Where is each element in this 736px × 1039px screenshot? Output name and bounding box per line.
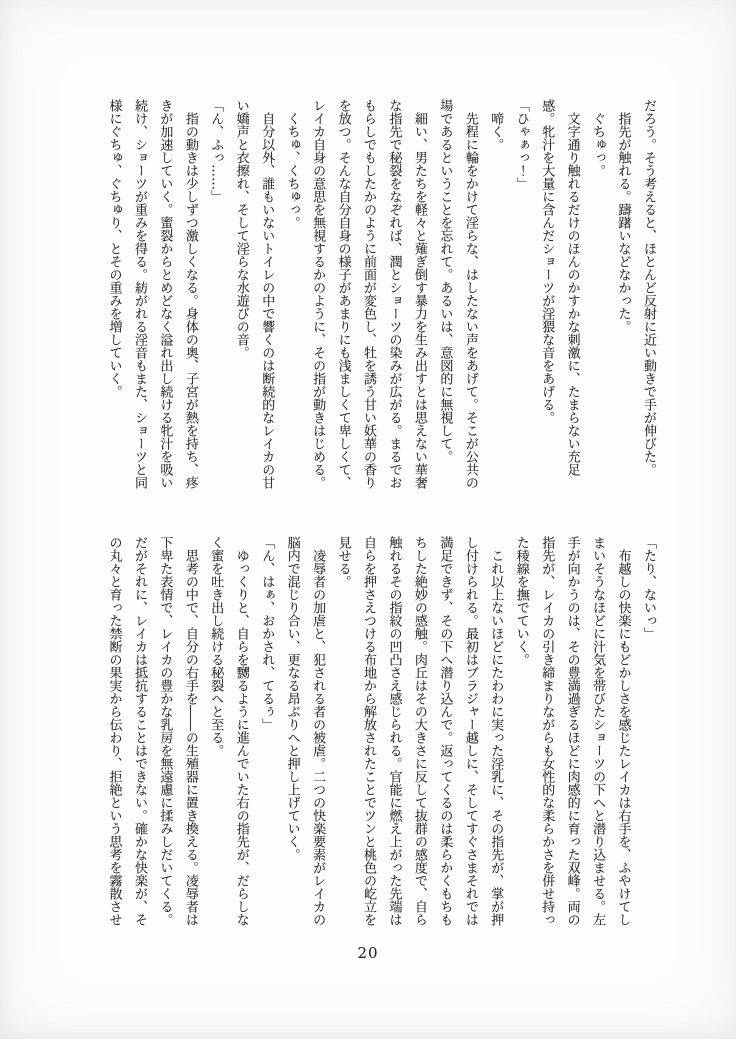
paragraph: 文字通り触れるだけのほんのかすかな刺激に、たまらない充足感。牝汁を大量に含んだショーツが淫猥な音をあげる。 [539, 99, 580, 476]
paragraph: 指先が触れる。躊躇いなどなかった。 [615, 112, 631, 333]
paragraph: 啼く。 [488, 112, 504, 151]
paragraph: 思考の中で、自分の右手を――の生殖器に置き換える。凌辱者は下卑た表情で、レイカの豊かな乳房を無遠慮に揉みしだいてくる。だがそれに、レイカは抵抗することはできない。確かな快楽が、その丸々と育った禁断の果実から伝わり、拒絶という思考を霧散させ [106, 536, 198, 926]
paragraph: これ以上ないほどにたわわに実った淫乳に、その指先が、掌が押し付けられる。最初はブラジャー越しに、そしてすぐさまそれでは満足できず、その下へ潜り込んで。返ってくるのは柔らかくもちもちした絶妙の感触。肉丘はその大きさに反して抜群の感度で、自ら触れるその指紋の凹凸さえ感じられる。官能に燃え上がった先端は自らを押さえつける布地から解放されたことでツンと桃色の屹立を見せる。 [335, 536, 504, 926]
paragraph: 先程に輪をかけて淫らな、はしたない声をあげて。そこが公共の場であるということを忘れて。あるいは、意図的に無視して。 [437, 99, 478, 489]
paragraph: 細い、男たちを軽々と薙ぎ倒す暴力を生み出すとは思えない華奢な指先で秘裂をなぞれば、潤とショーツの染みが広がる。まるでおもらしでもしたかのように前面が変色し、牡を誘う甘い妖華の香りを放つ。そんな自分自身の様子があまりにも浅ましくて卑しくて、レイカ自身の意思を無視するかのように、その指が動きはじめる。 [310, 99, 427, 489]
paragraph-dialogue: 「たり、ないっ」 [641, 536, 656, 640]
paragraph: ゆっくりと、自らを嬲るように進んでいた右の指先が、だらしなく蜜を吐き出し続ける秘裂へと至る。 [208, 536, 249, 926]
paragraph: 凌辱者の加虐と、犯される者の被虐。二つの快楽要素がレイカの脳内で混じり合い、更なる昂ぶりへと押し上げていく。 [284, 536, 326, 926]
paragraph-dialogue: 「ん、はぁ、おかされ、てるぅ」 [259, 536, 275, 731]
paragraph: ぐちゅっ。 [590, 112, 606, 177]
paragraph: くちゅ、くちゅっ。 [284, 112, 300, 229]
paragraph-dialogue: 「ひゃぁっ！」 [513, 99, 529, 190]
paragraph: 布越しの快楽にもどかしさを感じたレイカは右手を、ふやけてしまいそうなほどに汁気を帯びたショーツの下へと潜り込ませる。左手が向かうのは、その豊満過ぎるほどに肉感的に育った双峰。両の指先が、レイカの引き締まりながらも女性的な柔らかさを併せ持った稜線を撫でていく。 [513, 536, 631, 926]
paragraph-dialogue: 「ん、ふっ……」 [208, 99, 224, 203]
paragraph: 指の動きは少しずつ激しくなる。身体の奥、子宮が熱を持ち、疼きが加速していく。蜜裂からとめどなく溢れ出し続ける牝汁を吸い続け、ショーツが重みを得る。紡がれる淫音もまた、ショーツと同様にぐちゅ、ぐちゅり、とその重みを増していく。 [106, 99, 198, 489]
text-block-lower [97, 536, 661, 926]
paragraph: だろう。そう考えると、ほとんど反射に近い動きで手が伸びた。 [641, 99, 656, 476]
page-number: 20 [357, 944, 379, 962]
text-block-upper [97, 99, 661, 489]
paragraph: 自分以外、誰もいないトイレの中で響くのは断続的なレイカの甘い嬌声と衣擦れ、そして淫らな水遊びの音。 [233, 99, 275, 489]
